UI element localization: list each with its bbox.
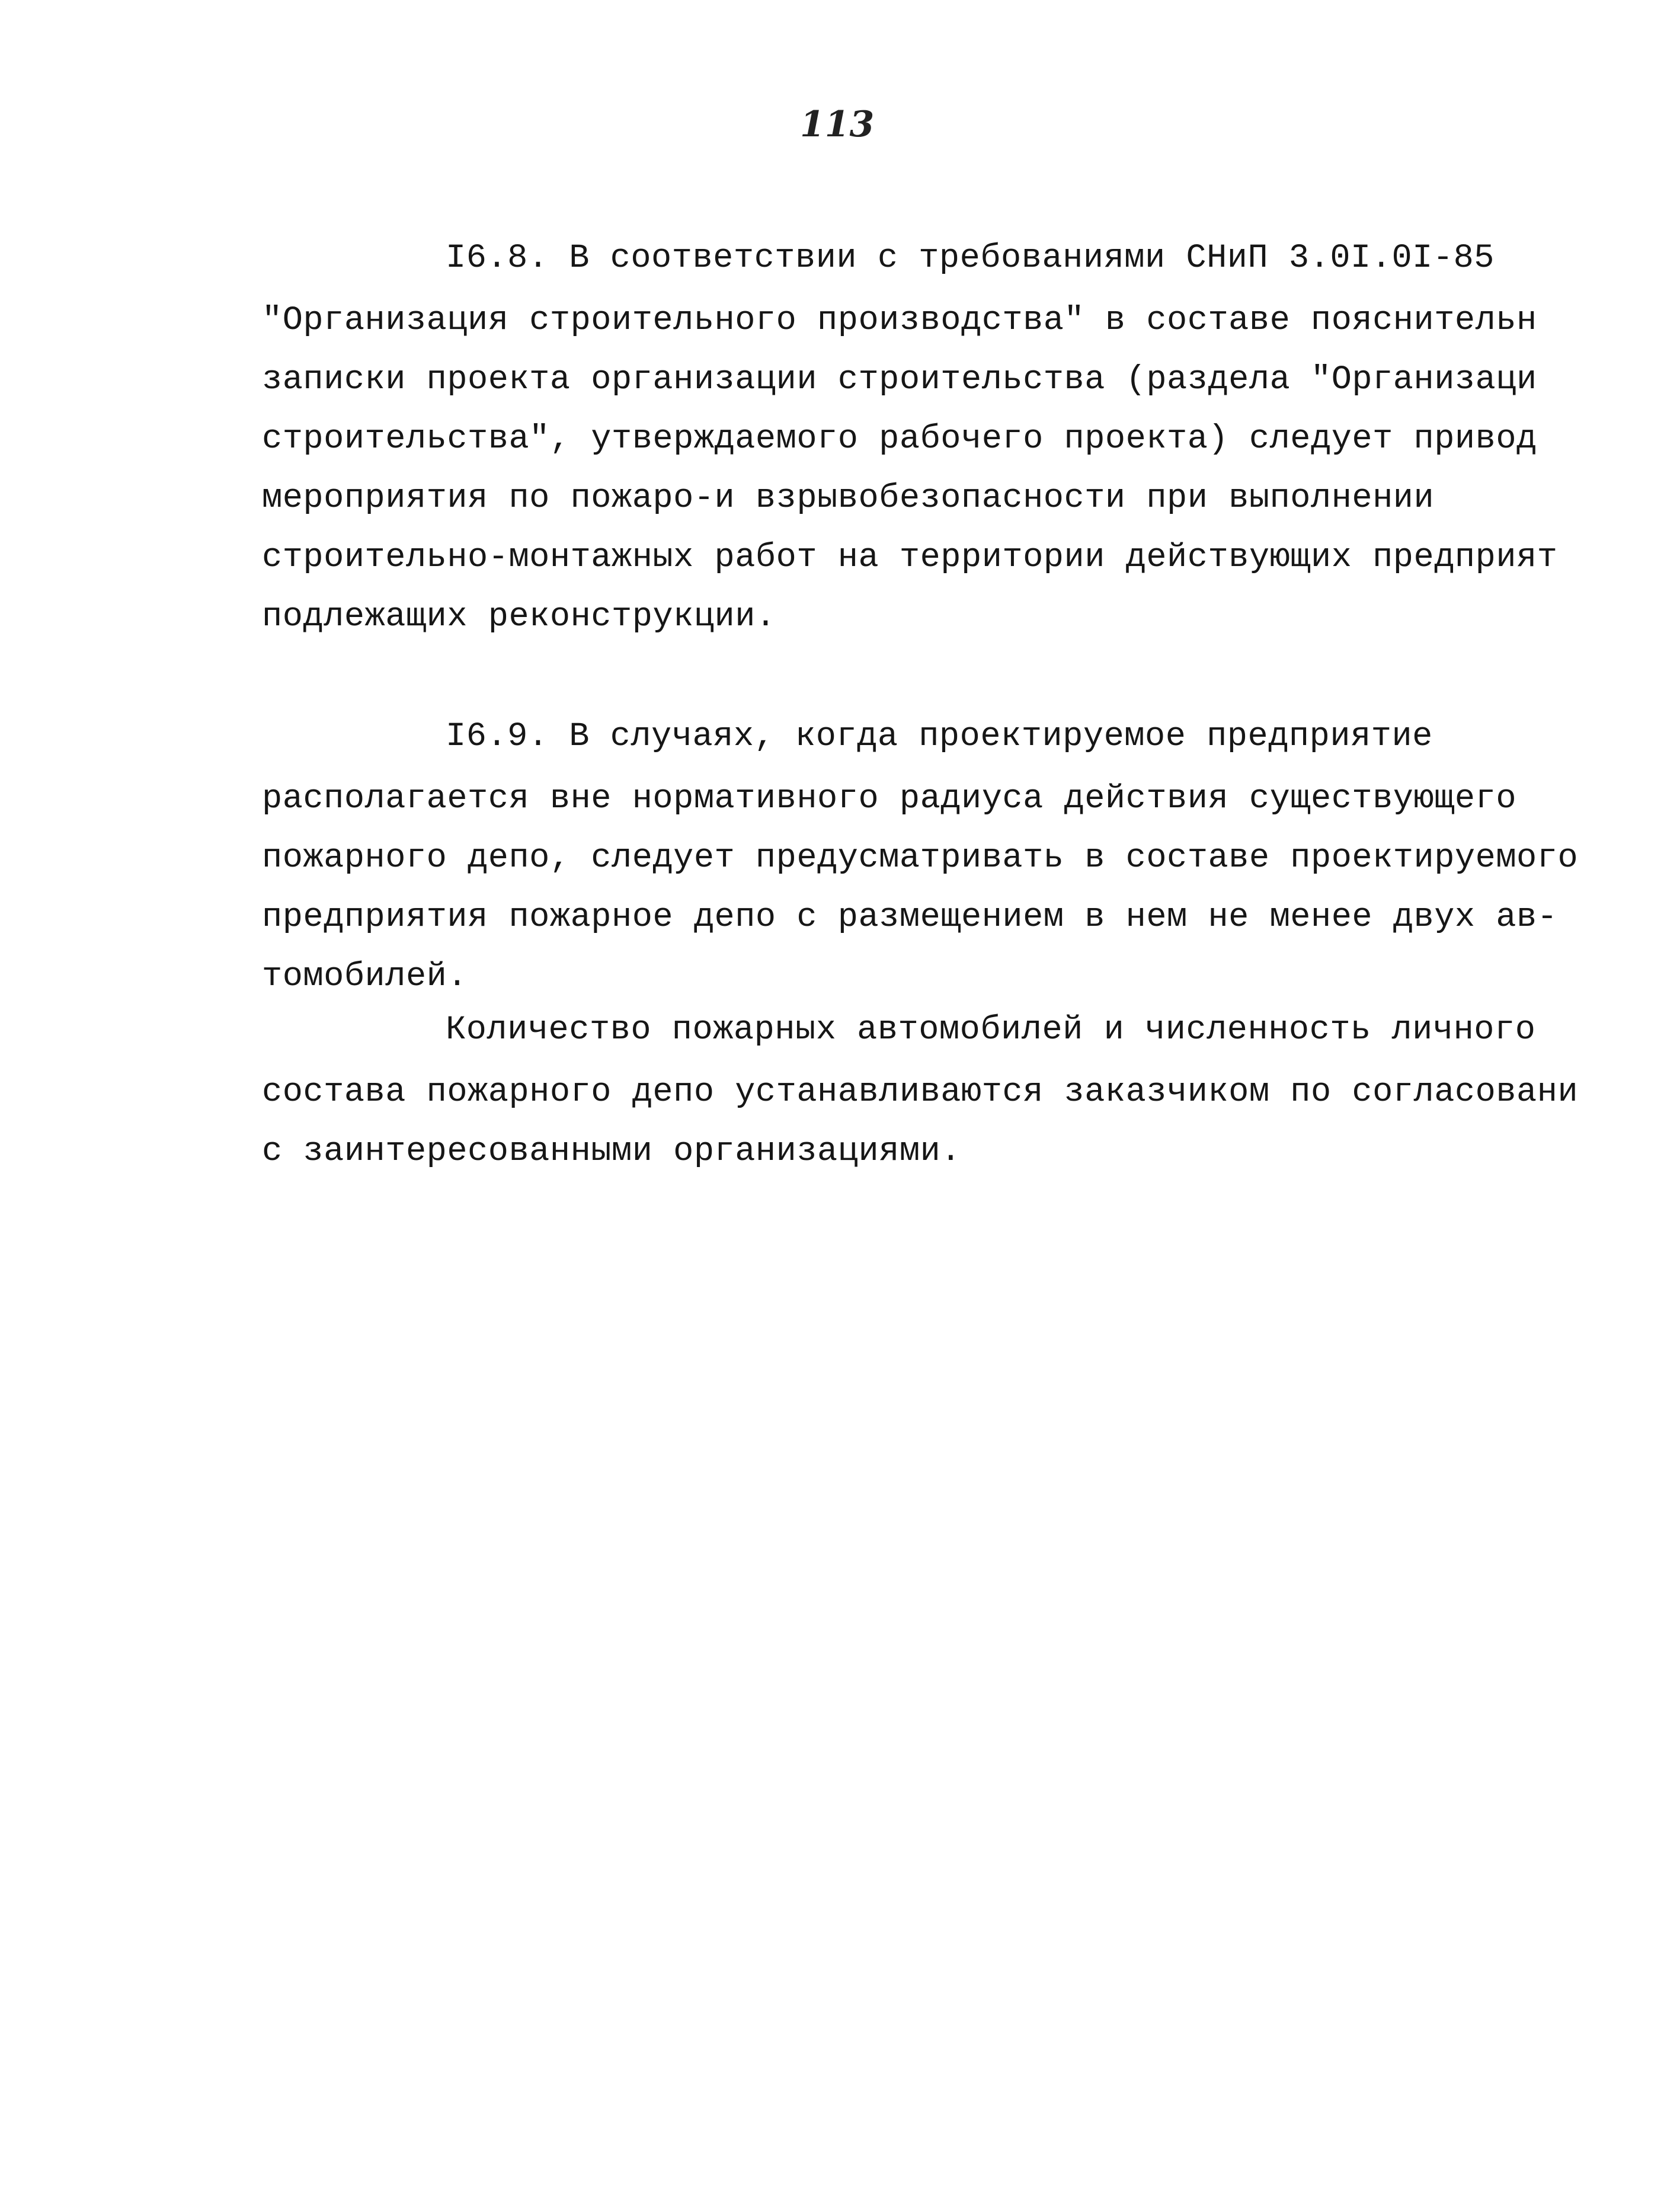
paragraph-line: "Организация строительного производства" в составе пояснительн	[262, 302, 1537, 340]
paragraph-line: предприятия пожарное депо с размещением в нем не менее двух ав-	[262, 899, 1558, 936]
paragraph-line: I6.9. В случаях, когда проектируемое предприятие	[446, 718, 1433, 756]
paragraph-line: записки проекта организации строительства (раздела "Организаци	[262, 361, 1537, 399]
paragraph-line: с заинтересованными организациями.	[262, 1133, 961, 1171]
paragraph-line: Количество пожарных автомобилей и численность личного	[446, 1011, 1536, 1049]
paragraph-line: пожарного депо, следует предусматривать в составе проектируемого	[262, 839, 1579, 877]
paragraph-line: мероприятия по пожаро-и взрывобезопасности при выполнении	[262, 480, 1435, 517]
paragraph-line: строительства", утверждаемого рабочего проекта) следует привод	[262, 420, 1537, 458]
paragraph-line: I6.8. В соответствии с требованиями СНиП 3.0I.0I-85	[446, 239, 1495, 277]
paragraph-line: состава пожарного депо устанавливаются заказчиком по согласовани	[262, 1073, 1579, 1111]
paragraph-line: подлежащих реконструкции.	[262, 598, 776, 636]
paragraph-line: томобилей.	[262, 958, 468, 996]
paragraph-line: строительно-монтажных работ на территории действующих предприят	[262, 539, 1558, 577]
paragraph-line: располагается вне нормативного радиуса действия существующего	[262, 780, 1517, 818]
page-number: 113	[800, 104, 875, 145]
